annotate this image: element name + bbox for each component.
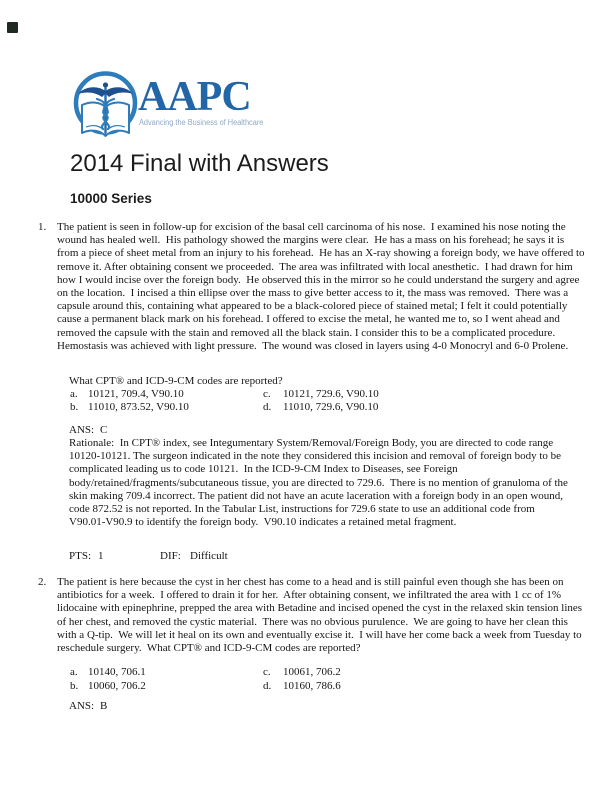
- question-2-body: The patient is here because the cyst in her chest has come to a head and is still painful even though she has been on antibiotics for a week. I offered to drain it for her. After obtaining consent, we infiltrated the area with 1 cc of 1% lidocaine with epinephrine, prepped the area with Betadine and incised opened the cyst in the relaxed skin tension lines of her chest, and removed the cystic material. There was no obvious purulence. We are going to have her clean this with a Q-tip. We will let it heal on its own and eventually excise it. I will have her come back a week from Tuesday to reschedule surgery. What CPT® and ICD-9-CM codes are reported?: [57, 576, 585, 655]
- question-1-answer: [69, 424, 269, 437]
- option-c-text: 10061, 706.2: [283, 666, 341, 678]
- option-c-letter: c.: [263, 666, 271, 678]
- question-2-answer: [69, 700, 269, 713]
- pts-value: 1: [98, 550, 104, 562]
- option-d-text: 10160, 786.6: [283, 680, 341, 692]
- option-c-letter: c.: [263, 388, 271, 400]
- question-2-options-row-ac: [70, 666, 590, 679]
- question-1-number: 1.: [38, 221, 47, 233]
- option-a-text: 10140, 706.1: [88, 666, 146, 678]
- option-a-letter: a.: [70, 666, 78, 678]
- option-b-letter: b.: [70, 401, 79, 413]
- corner-mark: [7, 22, 18, 33]
- page-title: 2014 Final with Answers: [70, 150, 329, 177]
- option-a-text: 10121, 709.4, V90.10: [88, 388, 184, 400]
- question-1-body: The patient is seen in follow-up for excision of the basal cell carcinoma of his nose. I examined his nose noting the wound has healed well. His pathology showed the margins were clear. He has a mass on his forehead; he says it is from a piece of sheet metal from an injury to his forehead. He has an X-ray showing a foreign body, we have offered to remove it. After obtaining consent we proceeded. The area was infiltrated with local anesthetic. I had drawn for him how I would incise over the foreign body. He observed this in the mirror so he could understand the surgery and agree on the location. I incised a thin ellipse over the mass to give better access to it, the mass was removed. There was a capsule around this, containing what appeared to be a black-colored piece of stained metal; I felt it could potentially cause a permanent black mark on his forehead. I offered to excise the metal, he wanted me to, so I went ahead and removed the capsule with the stain and removed all the black stain. I consider this to be a complicated procedure. Hemostasis was achieved with light pressure. The wound was closed in layers using 4-0 Monocryl and 6-0 Prolene.: [57, 221, 588, 352]
- question-1-options-row-ac: [70, 388, 590, 401]
- option-d-text: 11010, 729.6, V90.10: [283, 401, 379, 413]
- section-heading: 10000 Series: [70, 191, 152, 206]
- question-2-number: 2.: [38, 576, 47, 588]
- pts-label: PTS:: [69, 550, 92, 562]
- option-b-text: 11010, 873.52, V90.10: [88, 401, 189, 413]
- aapc-caduceus-book-emblem: [70, 71, 142, 147]
- option-c-text: 10121, 729.6, V90.10: [283, 388, 379, 400]
- answer-label: ANS:: [69, 424, 95, 436]
- logo-brand-text: AAPC: [138, 74, 251, 120]
- option-b-letter: b.: [70, 680, 79, 692]
- option-b-text: 10060, 706.2: [88, 680, 146, 692]
- logo-tagline: Advancing the Business of Healthcare: [139, 118, 264, 127]
- question-1-pts-dif: [69, 550, 369, 563]
- dif-value: Difficult: [190, 550, 228, 562]
- question-1-options-row-bd: [70, 401, 590, 414]
- option-d-letter: d.: [263, 680, 272, 692]
- dif-label: DIF:: [160, 550, 181, 562]
- question-1-prompt: What CPT® and ICD-9-CM codes are reported?: [69, 375, 283, 387]
- answer-value: C: [100, 424, 108, 436]
- option-d-letter: d.: [263, 401, 272, 413]
- question-2-options-row-bd: [70, 680, 590, 693]
- question-1-rationale: Rationale: In CPT® index, see Integumentary System/Removal/Foreign Body, you are directed to code range 10120-10121. The surgeon indicated in the note they considered this incision and removal of foreign body to be complicated leading us to code 10121. In the ICD-9-CM Index to Diseases, see Foreign body/retained/fragments/subcutaneous tissue, you are directed to 729.6. There is no mention of granuloma of the skin making 709.4 incorrect. The patient did not have an acute laceration with a foreign body in an open wound, code 872.52 is not reported. In the Tabular List, instructions for 729.6 state to use an additional code from V90.01-V90.9 to identify the foreign body. V90.10 indicates a retained metal fragment.: [69, 437, 571, 529]
- answer-value: B: [100, 700, 108, 712]
- answer-label: ANS:: [69, 700, 95, 712]
- option-a-letter: a.: [70, 388, 78, 400]
- caduceus-head: [103, 82, 108, 87]
